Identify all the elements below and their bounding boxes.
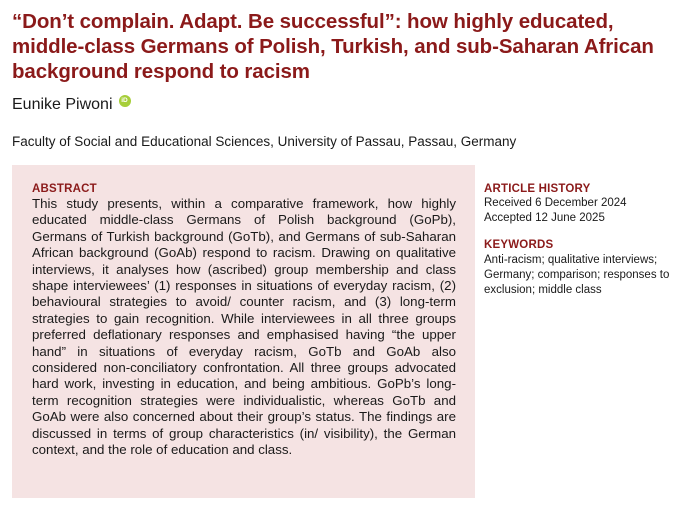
author-name: Eunike Piwoni: [12, 96, 113, 113]
orcid-icon[interactable]: iD: [119, 95, 131, 107]
received-date: Received 6 December 2024: [484, 197, 627, 209]
article-sidebar: [484, 182, 674, 298]
abstract-heading: ABSTRACT: [32, 183, 97, 195]
keywords-heading: KEYWORDS: [484, 239, 554, 251]
article-title: “Don’t complain. Adapt. Be successful”: how highly educated, middle-class Germans of Polish, Turkish, and sub-Saharan African background respond to racism: [12, 10, 654, 83]
article-history: [484, 182, 674, 225]
keywords-text: Anti-racism; qualitative interviews; Germany; comparison; responses to exclusion; middle class: [484, 254, 670, 296]
accepted-date: Accepted 12 June 2025: [484, 211, 605, 224]
abstract-text: This study presents, within a comparative framework, how highly educated middle-class Germans of Polish background (GoPb), Germans of Turkish background (GoTb), and Germans of sub-Saharan African background (GoAb) respond to racism. Drawing on qualitative interviews, it analyses how (ascribed) group membership and class shape interviewees’ (1) responses in situations of everyday racism, (2) behavioural strategies to avoid/ counter racism, and (3) long-term strategies to gain recognition. While interviewees in all three groups preferred deflationary responses and emphasised having “the upper hand” in situations of everyday racism, GoTb and GoAb also considered non-conciliatory confrontation. All three groups advocated hard work, investing in education, and being ambitious. GoPb’s long-term recognition strategies were individualistic, whereas GoTb and GoAb were also concerned about their group’s status. The findings are discussed in terms of group characteristics (in/ visibility), the German context, and the role of education and class.: [32, 196, 456, 458]
article-history-heading: ARTICLE HISTORY: [484, 183, 591, 195]
affiliation: Faculty of Social and Educational Sciences, University of Passau, Passau, Germany: [12, 134, 517, 149]
abstract-box: [12, 165, 475, 498]
author-line: [12, 95, 131, 115]
keywords: [484, 238, 674, 298]
